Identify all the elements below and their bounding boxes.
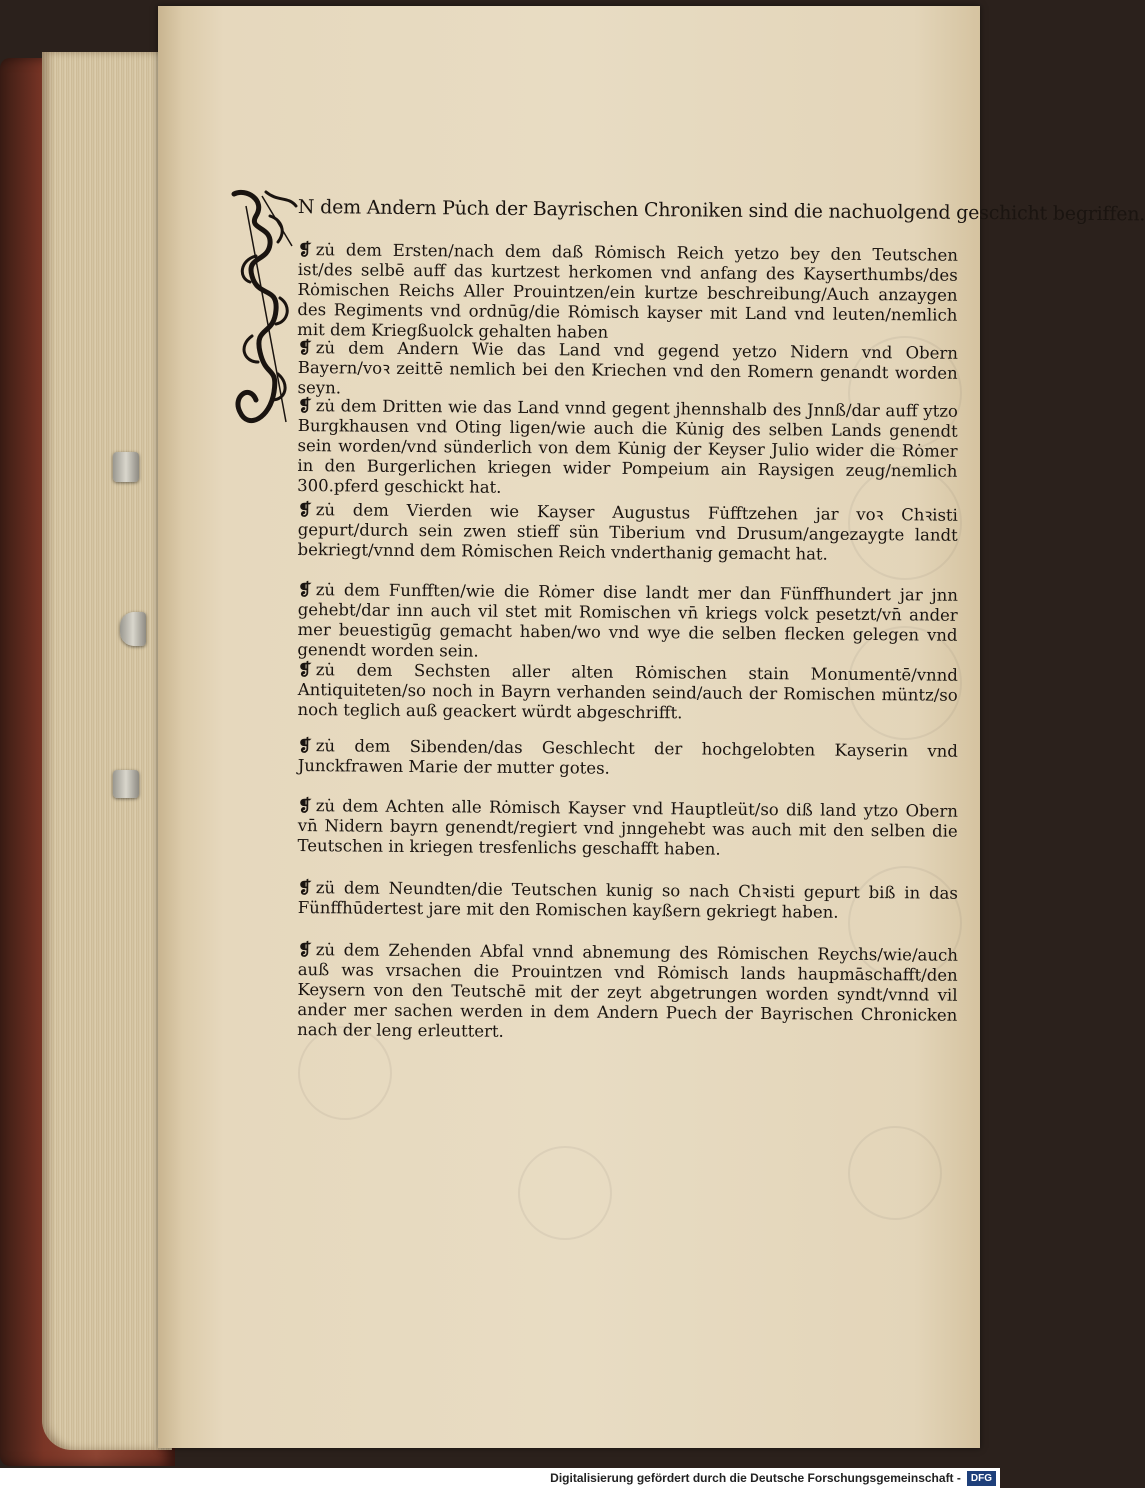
paragraph: ❡ zü dem Neundten/die Teutschen kunig so nach Chꝛisti gepurt biß in das Fünffhūdertest jare mit den Romischen kayßern gekriegt haben. (297, 878, 958, 922)
decorated-initial (226, 186, 304, 436)
paragraph: ❡ zu̇ dem Andern Wie das Land vnd gegend yetzo Nidern vnd Obern Bayern/voꝛ zeittē nemlich bei den Kriechen vnd den Romern genandt worden seyn. (297, 338, 958, 398)
pilcrow-icon: ❡ (297, 940, 312, 960)
dfg-logo: DFG (967, 1471, 996, 1486)
digitization-footer (0, 1468, 1000, 1488)
pilcrow-icon: ❡ (297, 736, 312, 756)
pilcrow-icon: ❡ (297, 500, 312, 520)
pilcrow-icon: ❡ (297, 240, 312, 260)
page-heading: N dem Andern Pu̇ch der Bayrischen Chroniken sind die nachuolgend geschicht begriffen. (297, 196, 1145, 226)
paragraph: ❡ zu̇ dem Ersten/nach dem daß Rȯmisch Reich yetzo bey den Teutschen ist/des selbē auff das kurtzest herkomen vnd anfang des Kayserthumbs/des Rȯmischen Reichs Aller Prouintzen/ein kurtze beschreibung/Auch anzaygen des Regiments vnd ordnūg/die Rȯmisch kayser mit Land vnd leuten/nemlich mit dem Kriegßuolck gehalten haben (297, 240, 958, 342)
pilcrow-icon: ❡ (297, 580, 312, 600)
paragraph: ❡ zu̇ dem Dritten wie das Land vnnd gegent jhennshalb des Jnnß/dar auff ytzo Burgkhausen vnd Oting ligen/wie auch die Ku̇nig des selben Lands genendt sein worden/vnd sünderlich von dem Ku̇nig der Keyser Julio wider die Rȯmer in den Burgerlichen kriegen wider Pompeium ain Raysigen zeug/nemlich 300.pferd geschickt hat. (297, 396, 958, 497)
paragraph: ❡ zu̇ dem Funfften/wie die Rȯmer dise landt mer dan Fünffhundert jar jnn gehebt/dar inn auch vil stet mit Romischen vn̄ kriegs volck pesetzt/vn̄ ander mer beuestigūg gemacht haben/wo vnd wye die selben flecken gelegen vnd genendt worden sein. (297, 580, 958, 661)
paragraph: ❡ zu̇ dem Sibenden/das Geschlecht der hochgelobten Kayserin vnd Junckfrawen Marie der mutter gotes. (297, 736, 958, 778)
paragraph: ❡ zu̇ dem Achten alle Rȯmisch Kayser vnd Hauptleüt/so diß land ytzo Obern vn̄ Nidern bayrn genendt/regiert vnd jnngehebt was auch mit den selben die Teutschen in kriegen tresfenlichs geschafft haben. (297, 796, 958, 859)
pilcrow-icon: ❡ (297, 338, 312, 358)
paragraph: ❡ zu̇ dem Vierden wie Kayser Augustus Fu̇fftzehen jar voꝛ Chꝛisti gepurt/durch sein zwen stieff sün Tiberium vnd Drusum/angezaygte landt bekriegt/vnnd dem Rȯmischen Reich vnderthanig gemacht hat. (297, 500, 958, 564)
paragraph: ❡ zu̇ dem Sechsten aller alten Rȯmischen stain Monumentē/vnnd Antiquiteten/so noch in Bayrn verhanden seind/auch der Romischen müntz/so noch teglich auß geackert würdt abgeschrifft. (297, 660, 958, 723)
pilcrow-icon: ❡ (297, 796, 312, 816)
paragraph: ❡ zu̇ dem Zehenden Abfal vnnd abnemung des Rȯmischen Reychs/wie/auch auß was vrsachen die Prouintzen vnd Rȯmisch lands haupmāschafft/den Keysern von den Teutschē mit der zeyt abgetrungen worden syndt/vnnd vil ander mer sachen werden in dem Andern Puech der Bayrischen Chronicken nach der leng erleuttert. (297, 940, 958, 1041)
funding-note: Digitalisierung gefördert durch die Deutsche Forschungsgemeinschaft - (550, 1471, 961, 1485)
pilcrow-icon: ❡ (297, 396, 312, 416)
pilcrow-icon: ❡ (297, 878, 312, 898)
pilcrow-icon: ❡ (297, 660, 312, 680)
